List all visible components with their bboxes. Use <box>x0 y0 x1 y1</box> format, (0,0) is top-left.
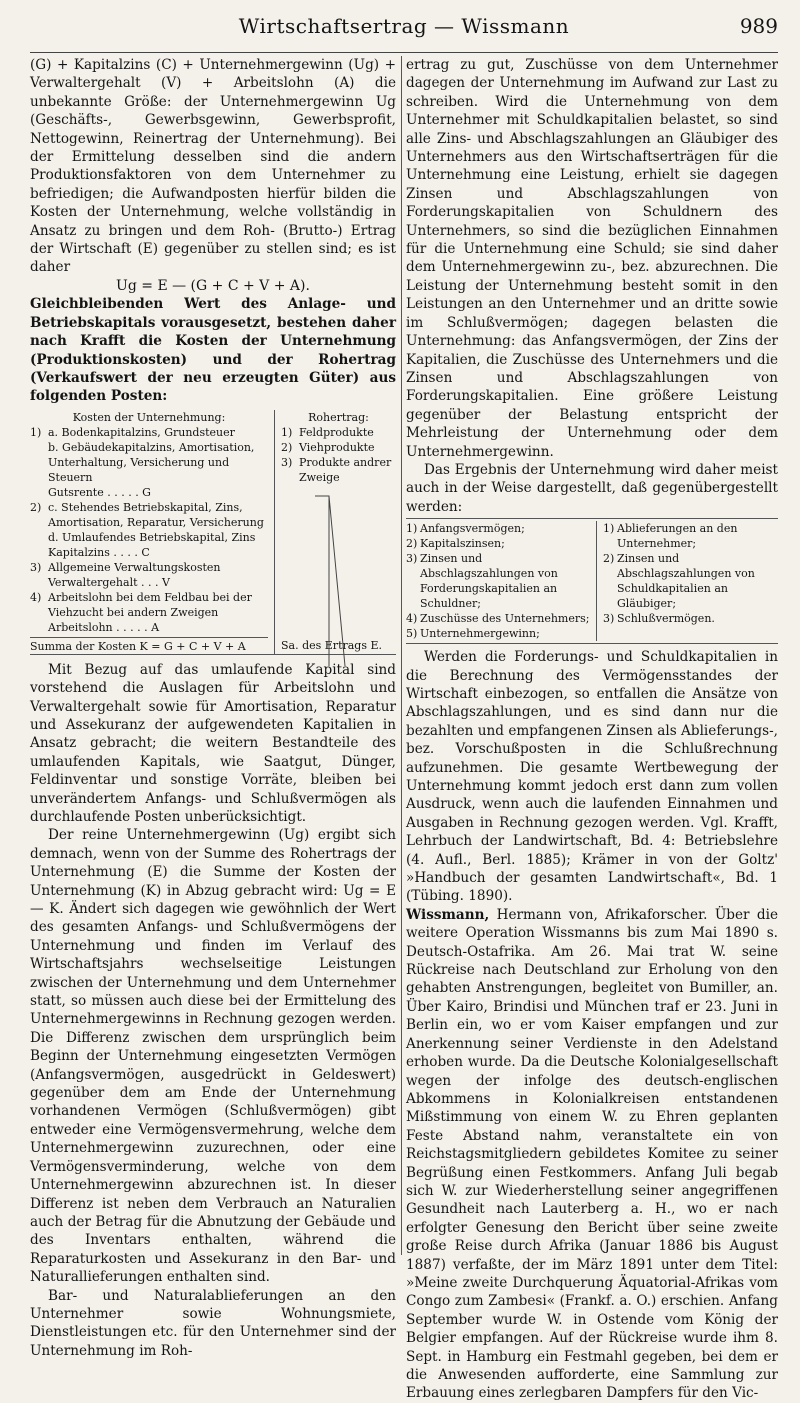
item-text: Gutsrente . . . . . G <box>48 485 151 499</box>
header-rule <box>30 52 778 53</box>
item-number: 5) <box>406 627 418 641</box>
item-text: Zinsen und Abschlagszahlungen von Schuldkapitalien an Gläubiger; <box>617 552 755 611</box>
paragraph: Mit Bezug auf das umlaufende Kapital sind vorstehend die Auslagen für Arbeitslohn und Verwaltergehalt sowie für Amortisation, Reparatur und Assekuranz der aufgewendeten Kapitalien in Ansatz gebracht; die weitern Bestandteile des umlaufenden Kapitals, wie Saatgut, Dünger, Feldinventar und sonstige Vorräte, bleiben bei unverändertem Anfangs- und Schlußvermögen als durchlaufende Posten unberücksichtigt. <box>30 661 396 825</box>
table-row <box>30 575 268 590</box>
right-column <box>406 56 778 1402</box>
table-row <box>281 425 396 440</box>
item-text: Schlußvermögen. <box>617 612 715 626</box>
entry-wissmann <box>406 906 778 1403</box>
item-text: c. Stehendes Betriebskapital, Zins, Amortisation, Reparatur, Versicherung <box>48 500 264 529</box>
table-row <box>281 455 396 485</box>
item-text: Viehprodukte <box>299 440 375 454</box>
table-row <box>406 626 592 641</box>
entry-head: Hermann von, Afrikaforscher. <box>496 906 708 923</box>
table-row <box>30 620 268 635</box>
item-text: Verwaltergehalt . . . V <box>48 575 170 589</box>
item-text: Allgemeine Verwaltungskosten <box>48 560 221 574</box>
cost-sum: Summa der Kosten K = G + C + V + A <box>30 637 268 654</box>
item-number: 1) <box>406 522 418 536</box>
revenue-items <box>281 425 396 485</box>
paragraph: Werden die Forderungs- und Schuldkapitalien in die Berechnung des Vermögensstandes der Wirtschaft einbezogen, so entfallen die Ansätze von Abschlagszahlungen, und es sind dann nur die bezahlten und empfangenen Zinsen als Ablieferungs-, bez. Vorschußposten in die Schlußrechnung aufzunehmen. Die gesamte Wertbewegung der Unternehmung kommt jedoch erst dann zum vollen Ausdruck, wenn auch die laufenden Einnahmen und Ausgaben in Rechnung gezogen werden. Vgl. Krafft, Lehrbuch der Landwirtschaft, Bd. 4: Betriebslehre (4. Aufl., Berl. 1885); Krämer in von der Goltz' »Handbuch der gesamten Landwirtschaft«, Bd. 1 (Tübing. 1890). <box>406 649 778 905</box>
left-column <box>30 56 396 1359</box>
formula: Ug = E — (G + C + V + A). <box>116 277 310 294</box>
paragraph: Der reine Unternehmergewinn (Ug) ergibt sich demnach, wenn von der Summe des Rohertrags der Unternehmung (E) die Summe der Kosten der Unternehmung (K) in Abzug gebracht wird: Ug = E — K. Ändert sich dagegen wie gewöhnlich der Wert des gesamten Anfangs- und Schlußvermögens der Unternehmung und finden im Verlauf des Wirtschaftsjahrs wechselseitige Leistungen zwischen der Unternehmung und dem Unternehmer statt, so müssen auch diese bei der Ermittelung des Unternehmergewinns in Rechnung gezogen werden. Die Differenz zwischen dem ursprünglich beim Beginn der Unternehmung eingesetzten Vermögen (Anfangsvermögen, ausgedrückt in Geldeswert) gegenüber dem am Ende der Unternehmung vorhandenen Vermögen (Schlußvermögen) gibt entweder eine Vermögensvermehrung, welche dem Unternehmergewinn zuzurechnen, oder eine Vermögensverminderung, welche von dem Unternehmergewinn abzurechnen ist. In dieser Differenz ist neben dem Verbrauch an Naturalien auch der Betrag für die Abnutzung der Gebäude und des Inventars enthalten, während die Reparaturkosten und Assekuranz in den Bar- und Naturallieferungen enthalten sind. <box>30 827 396 1286</box>
item-number: 1) <box>603 522 615 536</box>
item-text: Zuschüsse des Unternehmers; <box>420 612 590 626</box>
item-number: 2) <box>603 552 615 566</box>
table-row <box>603 551 778 611</box>
item-text: Arbeitslohn . . . . . A <box>48 620 160 634</box>
item-number: 1) <box>30 425 42 439</box>
comparison-right <box>597 521 778 641</box>
item-number: 2) <box>30 500 42 514</box>
item-number: 3) <box>30 560 42 574</box>
table-row <box>406 611 592 626</box>
table-row <box>30 530 268 545</box>
comparison-left <box>406 521 597 641</box>
table-row <box>281 440 396 455</box>
item-number <box>30 620 48 635</box>
table-row <box>603 611 778 626</box>
cost-table <box>30 410 396 655</box>
page-number: 989 <box>739 14 778 38</box>
cost-table-right-header: Rohertrag: <box>308 410 369 424</box>
item-text: Feldprodukte <box>299 425 374 439</box>
table-row <box>30 560 268 575</box>
lemma: Wissmann, <box>406 906 490 923</box>
item-text: Ablieferungen an den Unternehmer; <box>617 522 738 551</box>
entry-body: Über die weitere Operation Wissmanns bis zum Mai 1890 s. Deutsch-Ostafrika. Am 26. Mai trat W. seine Rückreise nach Deutschland zur Erholung von den gehabten Anstrengungen, begleitet von Bumiller, an. Über Kairo, Brindisi und München traf er 23. Juni in Berlin ein, wo er vom Kaiser empfangen und zur Anerkennung seiner Verdienste in den Adelstand erhoben wurde. Da die Deutsche Kolonialgesellschaft wegen der infolge des deutsch-englischen Abkommens in Kolonialkreisen entstandenen Mißstimmung von einem W. zu Ehren geplanten Feste Abstand nahm, veranstaltete ein von Reichstagsmitgliedern gebildetes Komitee zu seiner Begrüßung einen Festkommers. Anfang Juli begab sich W. zur Wiederherstellung seiner angegriffenen Gesundheit nach Lauterberg a. H., wo er nach erfolgter Genesung den Bericht über seine zweite große Reise durch Afrika (Januar 1886 bis August 1887) verfaßte, der im März 1891 unter dem Titel: »Meine zweite Durchquerung Äquatorial-Afrikas vom Congo zum Zambesi« (Frankf. a. O.) erschien. Anfang September wurde W. in Ostende vom König der Belgier empfangen. Auf der Rückreise wurde ihm 8. Sept. in Hamburg ein Festmahl gegeben, bei dem er die Anwesenden aufforderte, eine Sammlung zur Erbauung eines zerlegbaren Dampfers für den Vic- <box>406 906 778 1402</box>
cost-items <box>30 425 268 635</box>
table-row <box>603 521 778 551</box>
running-title: Wirtschaftsertrag — Wissmann <box>238 14 570 38</box>
item-number <box>30 485 48 500</box>
table-row <box>406 521 592 536</box>
revenue-sum: Sa. des Ertrags E. <box>281 638 383 652</box>
item-text: Produkte andrer Zweige <box>299 455 392 484</box>
comparison-table <box>406 518 778 644</box>
item-number <box>30 575 48 590</box>
table-row <box>30 590 268 620</box>
table-row <box>30 485 268 500</box>
item-text: Anfangsvermögen; <box>420 522 525 536</box>
paragraph: Das Ergebnis der Unternehmung wird daher meist auch in der Weise dargestellt, daß gegenübergestellt werden: <box>406 461 778 515</box>
item-text: Unternehmergewinn; <box>420 627 540 641</box>
item-text: d. Umlaufendes Betriebskapital, Zins <box>48 530 256 544</box>
paragraph: ertrag zu gut, Zuschüsse von dem Unternehmer dagegen der Unternehmung im Aufwand zur Last zu schreiben. Wird die Unternehmung von dem Unternehmer mit Schuldkapitalien belastet, so sind alle Zins- und Abschlagszahlungen an Gläubiger des Unternehmers aus den Wirtschaftserträgen für die Unternehmung eine Leistung, erhielt sie dagegen Zinsen und Abschlagszahlungen von Forderungskapitalien von Schuldnern des Unternehmers, so sind die bezüglichen Einnahmen für die Unternehmung eine Schuld; sie sind daher dem Unternehmergewinn zu-, bez. abzurechnen. Die Leistung der Unternehmung besteht somit in den Leistungen an den Unternehmer und an dritte sowie im Schlußvermögen; dagegen belasten die Unternehmung: das Anfangsvermögen, der Zins der Kapitalien, die Zuschüsse des Unternehmers und die Zinsen und Abschlagszahlungen von Forderungskapitalien. Eine größere Leistung gegenüber der Belastung entspricht der Mehrleistung der Unternehmung oder dem Unternehmergewinn. <box>406 57 778 460</box>
item-number <box>30 440 48 485</box>
item-number: 2) <box>281 440 293 454</box>
cost-table-costs <box>30 410 274 654</box>
item-number <box>30 545 48 560</box>
table-row <box>406 551 592 611</box>
item-text: Kapitalszinsen; <box>420 537 505 551</box>
item-number <box>30 530 48 545</box>
table-row <box>30 500 268 530</box>
item-text: b. Gebäudekapitalzins, Amortisation, Unterhaltung, Versicherung und Steuern <box>48 440 255 484</box>
item-number: 4) <box>406 612 418 626</box>
table-row <box>30 425 268 440</box>
cost-table-revenue <box>274 410 396 654</box>
item-number: 3) <box>406 552 418 566</box>
item-number: 4) <box>30 590 42 604</box>
item-number: 2) <box>406 537 418 551</box>
cost-table-left-header: Kosten der Unternehmung: <box>72 410 226 424</box>
item-text: Zinsen und Abschlagszahlungen von Forderungskapitalien an Schuldner; <box>420 552 558 611</box>
item-number: 3) <box>603 612 615 626</box>
table-row <box>30 440 268 485</box>
paragraph: (G) + Kapitalzins (C) + Unternehmergewinn (Ug) + Verwaltergehalt (V) + Arbeitslohn (A) die unbekannte Größe: der Unternehmergewinn Ug (Geschäfts-, Gewerbsgewinn, Gewerbsprofit, Nettogewinn, Reinertrag der Unternehmung). Bei der Ermittelung desselben sind die andern Produktionsfaktoren von dem Unternehmer zu befriedigen; die Aufwandposten hierfür bilden die Kosten der Unternehmung, welche vollständig in Ansatz zu bringen und dem Roh- (Brutto-) Ertrag der Wirtschaft (E) gegenüber zu stellen sind; es ist daher <box>30 57 396 276</box>
running-header <box>30 6 778 46</box>
table-row <box>406 536 592 551</box>
item-text: Kapitalzins . . . . C <box>48 545 150 559</box>
item-number: 1) <box>281 425 293 439</box>
paragraph: Bar- und Naturalablieferungen an den Unternehmer sowie Wohnungsmiete, Dienstleistungen etc. für den Unternehmer sind der Unternehmung im Roh- <box>30 1287 396 1359</box>
item-text: Arbeitslohn bei dem Feldbau bei der Viehzucht bei andern Zweigen <box>48 590 252 619</box>
column-divider <box>401 56 402 1255</box>
item-number: 3) <box>281 455 293 469</box>
paragraph: Gleichbleibenden Wert des Anlage- und Betriebskapitals vorausgesetzt, bestehen daher nach Krafft die Kosten der Unternehmung (Produktionskosten) und der Rohertrag (Verkaufswert der neu erzeugten Güter) aus folgenden Posten: <box>30 296 396 405</box>
table-row <box>30 545 268 560</box>
item-text: a. Bodenkapitalzins, Grundsteuer <box>48 425 235 439</box>
